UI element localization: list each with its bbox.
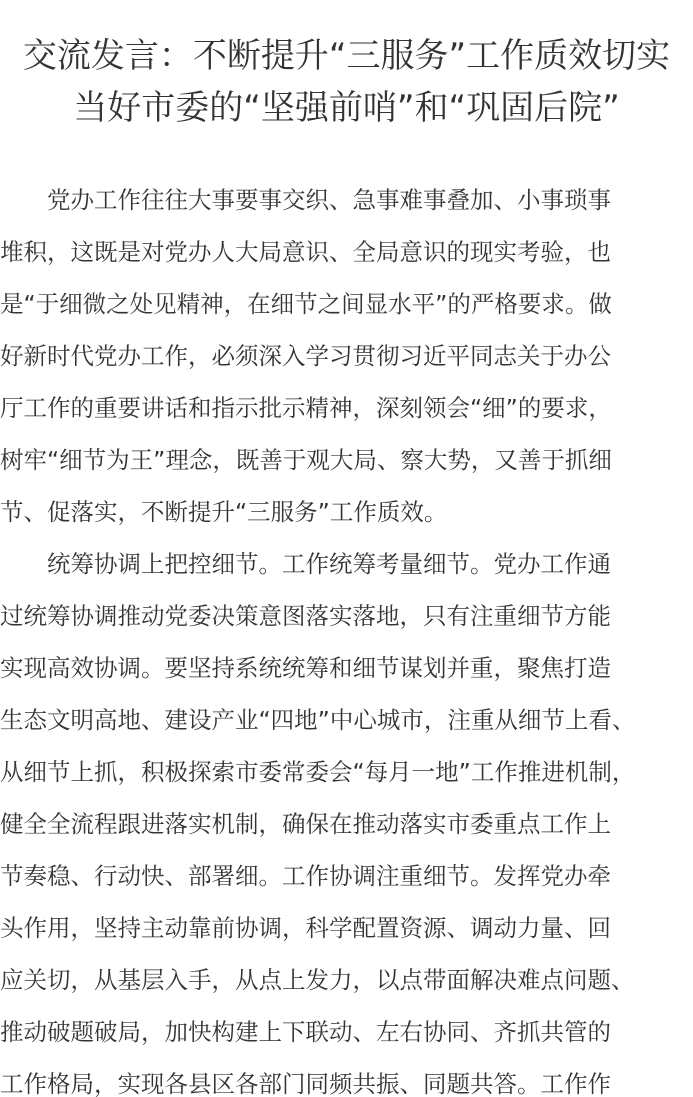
paragraph-line: 树牢“细节为王”理念，既善于观大局、察大势，又善于抓细 (0, 446, 612, 474)
article-body (0, 174, 693, 1097)
article-title-line: 交流发言：不断提升“三服务”工作质效切实 (22, 36, 671, 76)
paragraph-line: 统筹协调上把控细节。工作统筹考量细节。党办工作通 (47, 550, 611, 578)
paragraph-line: 堆积，这既是对党办人大局意识、全局意识的现实考验，也 (0, 238, 611, 266)
article-title-line: 当好市委的“坚强前哨”和“巩固后院” (73, 88, 620, 128)
paragraph (0, 538, 693, 1097)
paragraph-line: 从细节上抓，积极探索市委常委会“每月一地”工作推进机制， (0, 758, 636, 786)
paragraph-line: 应关切，从基层入手，从点上发力，以点带面解决难点问题、 (0, 966, 635, 994)
paragraph-line: 好新时代党办工作，必须深入学习贯彻习近平同志关于办公 (0, 342, 611, 370)
article-title (0, 0, 693, 134)
paragraph-line: 健全全流程跟进落实机制，确保在推动落实市委重点工作上 (0, 810, 611, 838)
paragraph-line: 实现高效协调。要坚持系统统筹和细节谋划并重，聚焦打造 (0, 654, 611, 682)
paragraph (0, 174, 693, 538)
paragraph-line: 过统筹协调推动党委决策意图落实落地，只有注重细节方能 (0, 602, 611, 630)
paragraph-line: 工作格局，实现各县区各部门同频共振、同题共答。工作作 (0, 1070, 611, 1097)
paragraph-line: 推动破题破局，加快构建上下联动、左右协同、齐抓共管的 (0, 1018, 611, 1046)
paragraph-line: 节、促落实，不断提升“三服务”工作质效。 (0, 498, 448, 526)
paragraph-line: 节奏稳、行动快、部署细。工作协调注重细节。发挥党办牵 (0, 862, 611, 890)
paragraph-line: 党办工作往往大事要事交织、急事难事叠加、小事琐事 (47, 186, 611, 214)
paragraph-line: 是“于细微之处见精神，在细节之间显水平”的严格要求。做 (0, 290, 612, 318)
paragraph-line: 生态文明高地、建设产业“四地”中心城市，注重从细节上看、 (0, 706, 636, 734)
paragraph-line: 厅工作的重要讲话和指示批示精神，深刻领会“细”的要求， (0, 394, 612, 422)
paragraph-line: 头作用，坚持主动靠前协调，科学配置资源、调动力量、回 (0, 914, 611, 942)
